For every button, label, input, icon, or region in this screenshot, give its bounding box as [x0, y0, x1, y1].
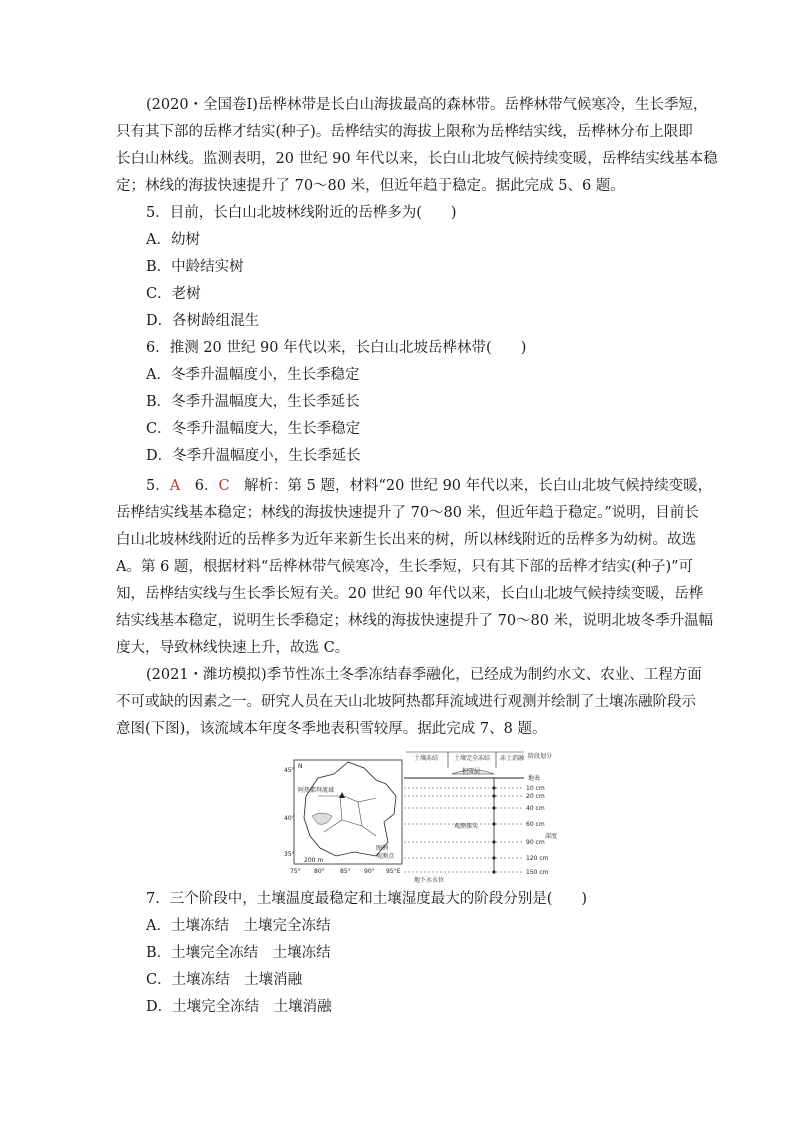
question-6-option-c: C．冬季升温幅度大，生长季稳定	[146, 421, 361, 437]
lon-95: 95°E	[386, 868, 401, 875]
depth-20: 20 cm	[526, 793, 545, 800]
surface-label: 地表	[528, 775, 541, 782]
passage1-line-3: 长白山林线。监测表明，20 世纪 90 年代以来，长白山北坡气候持续变暖，岳桦结实线基本稳	[116, 151, 718, 167]
question-7-stem: 7．三个阶段中，土壤温度最稳定和土壤湿度最大的阶段分别是( )	[146, 891, 588, 907]
answer-line-4: A。第 6 题，根据材料“岳桦林带气候寒冷，生长季短，只有其下部的岳桦才结实(种子)”可	[116, 559, 694, 575]
depth-axis-label: 深度	[545, 833, 558, 840]
depth-10: 10 cm	[526, 785, 545, 792]
stage-heading: 阶段划分	[528, 753, 553, 760]
question-5-option-d: D．各树龄组混生	[146, 313, 260, 329]
answer-prefix: 5．	[146, 478, 170, 494]
probe-label: 观测探头	[454, 823, 479, 830]
answer-line-5: 知，岳桦结实线与生长季长短有关。20 世纪 90 年代以来，长白山北坡气候持续变暖，岳桦	[116, 586, 704, 602]
question-5-stem: 5．目前，长白山北坡林线附近的岳桦多为( )	[146, 205, 457, 221]
depth-90: 90 cm	[526, 839, 545, 846]
scale-label: 200 m	[304, 857, 324, 864]
lon-80: 80°	[314, 868, 325, 875]
lat-40-label: 40°	[284, 815, 295, 822]
stage-thawing: 冻土消融	[500, 755, 525, 762]
answer-6: C	[218, 478, 230, 494]
groundwater-label: 地下水水位	[414, 877, 445, 884]
question-6-option-b: B．冬季升温幅度大，生长季延长	[146, 394, 360, 410]
passage1-line-2: 只有其下部的岳桦才结实(种子)。岳桦结实的海拔上限称为岳桦结实线，岳桦林分布上限即	[116, 124, 693, 140]
lat-45-label: 45°	[284, 767, 295, 774]
basin-label: 阿热都拜流域	[298, 787, 335, 794]
answer-line-6: 结实线基本稳定，说明生长季稳定；林线的海拔快速提升了 70～80 米，说明北坡冬季升温幅	[116, 613, 714, 629]
stage-fully-frozen: 土壤完全冻结	[454, 755, 491, 762]
depth-40: 40 cm	[526, 805, 545, 812]
lat-35-label: 35°	[284, 851, 295, 858]
xinjiang-map-figure	[284, 756, 404, 876]
answer-5: A	[169, 478, 181, 494]
question-6-stem: 6．推测 20 世纪 90 年代以来，长白山北坡岳桦林带( )	[146, 340, 527, 356]
question-6-option-a: A．冬季升温幅度小，生长季稳定	[146, 367, 360, 383]
depth-120: 120 cm	[526, 855, 549, 862]
question-5-option-a: A．幼树	[146, 232, 200, 248]
answer-line-7: 度大，导致林线快速上升，故选 C。	[116, 640, 350, 656]
soil-freeze-thaw-profile-figure	[404, 748, 558, 884]
north-label: N	[298, 763, 303, 770]
passage1-line-1: (2020・全国卷Ⅰ)岳桦林带是长白山海拔最高的森林带。岳桦林带气候寒冷，生长季短，	[146, 97, 708, 113]
passage2-line-1: (2021・潍坊模拟)季节性冻土冬季冻结春季融化，已经成为制约水文、农业、工程方面	[146, 667, 702, 683]
stage-freezing: 土壤冻结	[414, 755, 439, 762]
question-7-option-d: D．土壤完全冻结 土壤消融	[146, 999, 332, 1015]
legend-item: 观测点	[376, 853, 395, 860]
depth-60: 60 cm	[526, 821, 545, 828]
passage1-line-4: 定；林线的海拔快速提升了 70～80 米，但近年趋于稳定。据此完成 5、6 题。	[116, 178, 625, 194]
passage2-line-2: 不可或缺的因素之一。研究人员在天山北坡阿热都拜流域进行观测并绘制了土壤冻融阶段示	[116, 694, 696, 710]
depth-150: 150 cm	[526, 869, 549, 876]
answer-first-line	[146, 477, 712, 495]
answer-mid: 6．	[180, 478, 219, 494]
lon-85: 85°	[340, 868, 351, 875]
lon-75: 75°	[290, 868, 301, 875]
question-7-option-b: B．土壤完全冻结 土壤冻结	[146, 945, 331, 961]
question-7-option-a: A．土壤冻结 土壤完全冻结	[146, 918, 331, 934]
snow-layer-label: 积雪层	[462, 768, 481, 775]
question-7-option-c: C．土壤冻结 土壤消融	[146, 972, 303, 988]
passage2-line-3: 意图(下图)，该流域本年度冬季地表积雪较厚。据此完成 7、8 题。	[116, 721, 547, 737]
question-5-option-c: C．老树	[146, 286, 201, 302]
question-6-option-d: D．冬季升温幅度小，生长季延长	[146, 448, 361, 464]
lon-90: 90°	[364, 868, 375, 875]
answer-line-2: 岳桦结实线基本稳定；林线的海拔快速提升了 70～80 米，但近年趋于稳定。”说明，目前长	[116, 505, 699, 521]
answer-explanation-start: 解析：第 5 题，材料“20 世纪 90 年代以来，长白山北坡气候持续变暖，	[229, 478, 713, 494]
answer-line-3: 白山北坡林线附近的岳桦多为近年来新生长出来的树，所以林线附近的岳桦多为幼树。故选	[116, 532, 696, 548]
legend-title: 图例	[376, 845, 389, 852]
question-5-option-b: B．中龄结实树	[146, 259, 244, 275]
